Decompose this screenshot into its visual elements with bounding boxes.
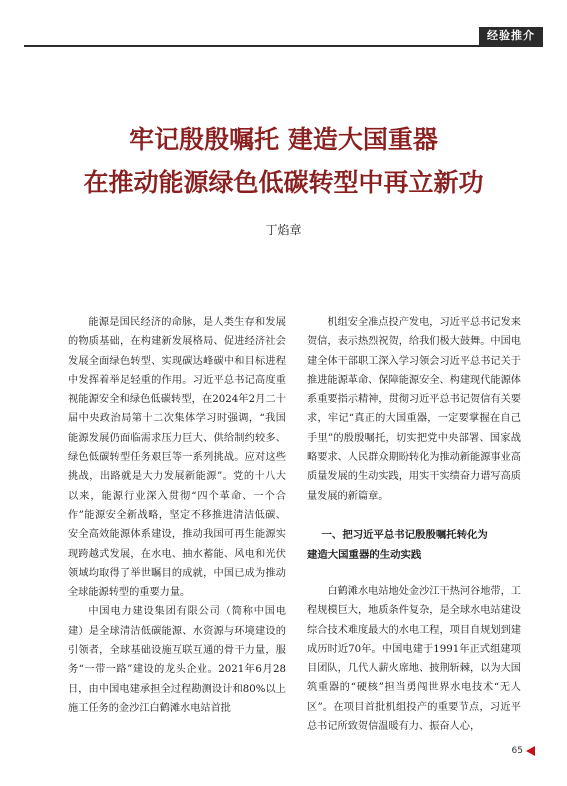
section-heading-line-2: 建造大国重器的生动实践	[307, 548, 422, 561]
author-name: 丁焰章	[265, 223, 302, 237]
paragraph: 机组安全准点投产发电，习近平总书记发来贺信，表示热烈祝贺，给我们极大鼓舞。中国电建全体干部职工深入学习领会习近平总书记关于推进能源革命、保障能源安全、构建现代能源体系重要指示精神，贯彻习近平总书记贺信有关要求，牢记“真正的大国重器，一定要掌握在自己手里”的殷殷嘱托，切实把党中央部署、国家战略要求、人民群众期盼转化为推动新能源事业高质量发展的生动实践，用实干实绩奋力谱写高质量发展的新篇章。	[307, 317, 521, 502]
article-title-line-2: 在推动能源绿色低碳转型中再立新功	[83, 168, 484, 197]
left-column	[68, 313, 286, 718]
page-marker-arrow-icon	[526, 746, 535, 756]
section-tag: 经验推介	[479, 27, 543, 45]
paragraph: 中国电力建设集团有限公司（简称中国电建）是全球清洁低碳能源、水资源与环境建设的引领者，全球基础设施互联互通的骨干力量，服务“一带一路”建设的龙头企业。2021年6月28日，由中国电建承担全过程勘测设计和80%以上施工任务的金沙江白鹤滩水电站首批	[68, 606, 286, 714]
section-heading-line-1: 一、把习近平总书记殷殷嘱托转化为	[321, 528, 488, 541]
page-number: 65	[511, 746, 523, 756]
paragraph: 白鹤滩水电站地处金沙江干热河谷地带，工程规模巨大，地质条件复杂，是全球水电站建设综合技术难度最大的水电工程，项目自规划到建成历时近70年。中国电建于1991年正式组建项目团队，几代人薪火席地、披荆斩棘，以为大国筑重器的“硬核”担当勇闯世界水电技术“无人区”。在项目首批机组投产的重要节点，习近平总书记所致贺信温暖有力、振奋人心，	[307, 585, 521, 733]
section-heading	[307, 525, 521, 565]
paragraph: 能源是国民经济的命脉，是人类生存和发展的物质基础，在构建新发展格局、促进经济社会发展全面绿色转型、实现碳达峰碳中和目标进程中发挥着举足轻重的作用。习近平总书记高度重视能源安全和绿色低碳转型，在2024年2月二十届中央政治局第十二次集体学习时强调，“我国能源发展仍面临需求压力巨大、供给制约较多、绿色低碳转型任务艰巨等一系列挑战。应对这些挑战，出路就是大力发展新能源”。党的十八大以来，能源行业深入贯彻“四个革命、一个合作”能源安全新战略，坚定不移推进清洁低碳、安全高效能源体系建设，推动我国可再生能源实现跨越式发展，在水电、抽水蓄能、风电和光伏领域均取得了举世瞩目的成就，中国已成为推动全球能源转型的重要力量。	[68, 317, 286, 599]
article-title-line-1: 牢记殷殷嘱托 建造大国重器	[129, 125, 438, 154]
right-column	[307, 313, 521, 736]
header-rule	[24, 45, 543, 47]
